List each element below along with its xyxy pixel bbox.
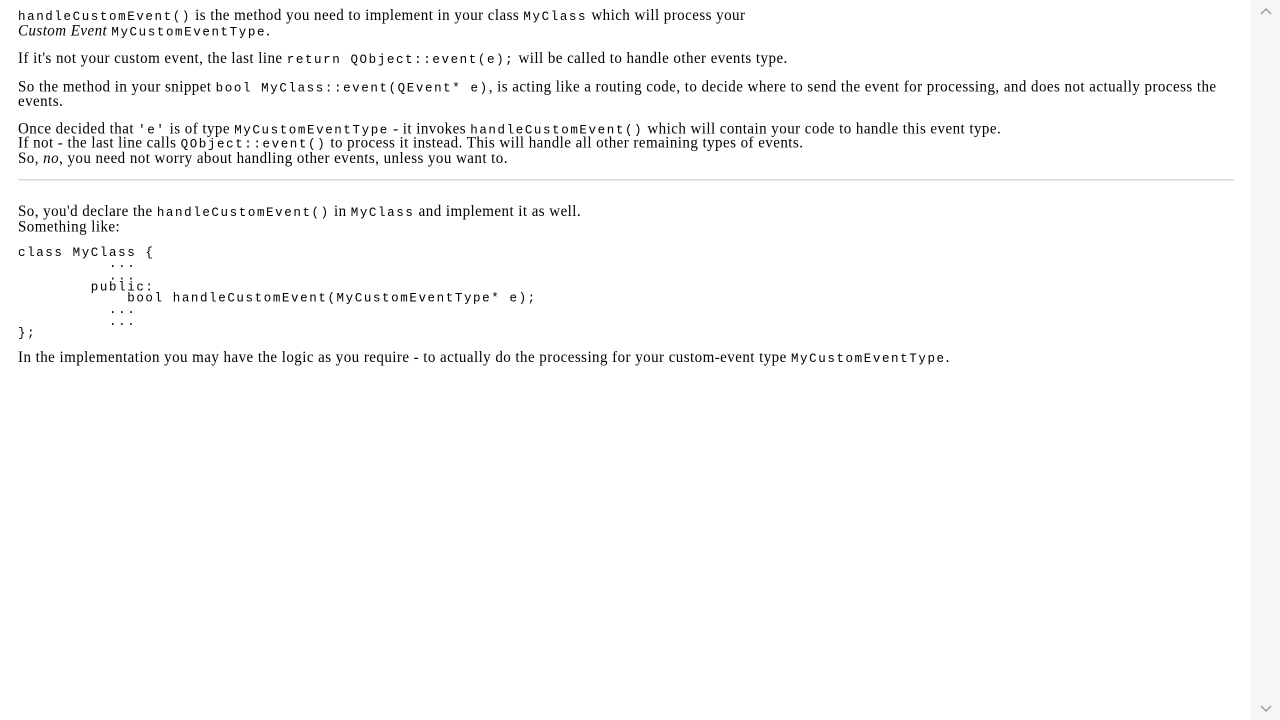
text: So, you'd declare the <box>18 203 157 221</box>
text: is the method you need to implement in your class <box>190 7 524 25</box>
text: is of type <box>165 120 235 137</box>
code-block: class MyClass { ... ... public: bool handleCustomEvent(MyCustomEventType* e); ... ... }; <box>18 245 537 341</box>
vertical-scrollbar[interactable] <box>1250 0 1280 720</box>
text: Something like: <box>18 218 121 235</box>
paragraph-1 <box>18 7 1234 40</box>
inline-code: MyCustomEventType <box>234 122 389 137</box>
text: If it's not your custom event, the last line <box>18 50 287 68</box>
text: and implement it as well. <box>414 203 582 221</box>
answer-body <box>18 7 1234 380</box>
text: . <box>266 22 271 40</box>
text: . <box>945 350 950 367</box>
text: in <box>329 203 351 221</box>
inline-code: 'e' <box>138 122 166 137</box>
paragraph-6 <box>18 352 1234 367</box>
text: If not - the last line calls <box>18 135 181 152</box>
inline-code: MyClass <box>350 205 415 221</box>
emphasis: Custom Event <box>18 22 108 40</box>
text: , is acting like a routing code, to decide where to send the event for processing, and does not actually process the events. <box>18 78 1217 110</box>
text: So the method in your snippet <box>18 78 216 96</box>
text: Once decided that <box>18 120 139 137</box>
chevron-up-icon[interactable] <box>1260 6 1272 18</box>
inline-code: bool MyClass::event(QEvent* e) <box>215 80 489 96</box>
inline-code: handleCustomEvent() <box>18 10 191 25</box>
text: will be called to handle other events type. <box>514 50 788 68</box>
divider <box>18 179 1234 180</box>
paragraph-3 <box>18 78 1234 110</box>
inline-code: MyClass <box>523 10 588 25</box>
text: In the implementation you may have the logic as you require - to actually do the processing for your custom-event type <box>18 350 791 367</box>
inline-code: MyCustomEventType <box>790 352 946 367</box>
inline-code: QObject::event() <box>180 137 327 152</box>
inline-code: return QObject::event(e); <box>286 52 515 68</box>
text: So, <box>18 150 44 167</box>
paragraph-4 <box>18 120 1234 167</box>
inline-code: handleCustomEvent() <box>470 122 644 137</box>
paragraph-5 <box>18 203 1234 235</box>
chevron-down-icon[interactable] <box>1260 702 1272 714</box>
paragraph-2 <box>18 50 1234 68</box>
text: to process it instead. This will handle all other remaining types of events. <box>326 135 804 152</box>
inline-code: handleCustomEvent() <box>156 205 330 221</box>
inline-code: MyCustomEventType <box>111 24 267 40</box>
text: which will contain your code to handle this event type. <box>643 120 1002 137</box>
emphasis: no <box>43 150 60 167</box>
text: , you need not worry about handling other events, unless you want to. <box>59 150 508 167</box>
text: - it invokes <box>388 120 471 137</box>
text: which will process your <box>587 7 746 25</box>
